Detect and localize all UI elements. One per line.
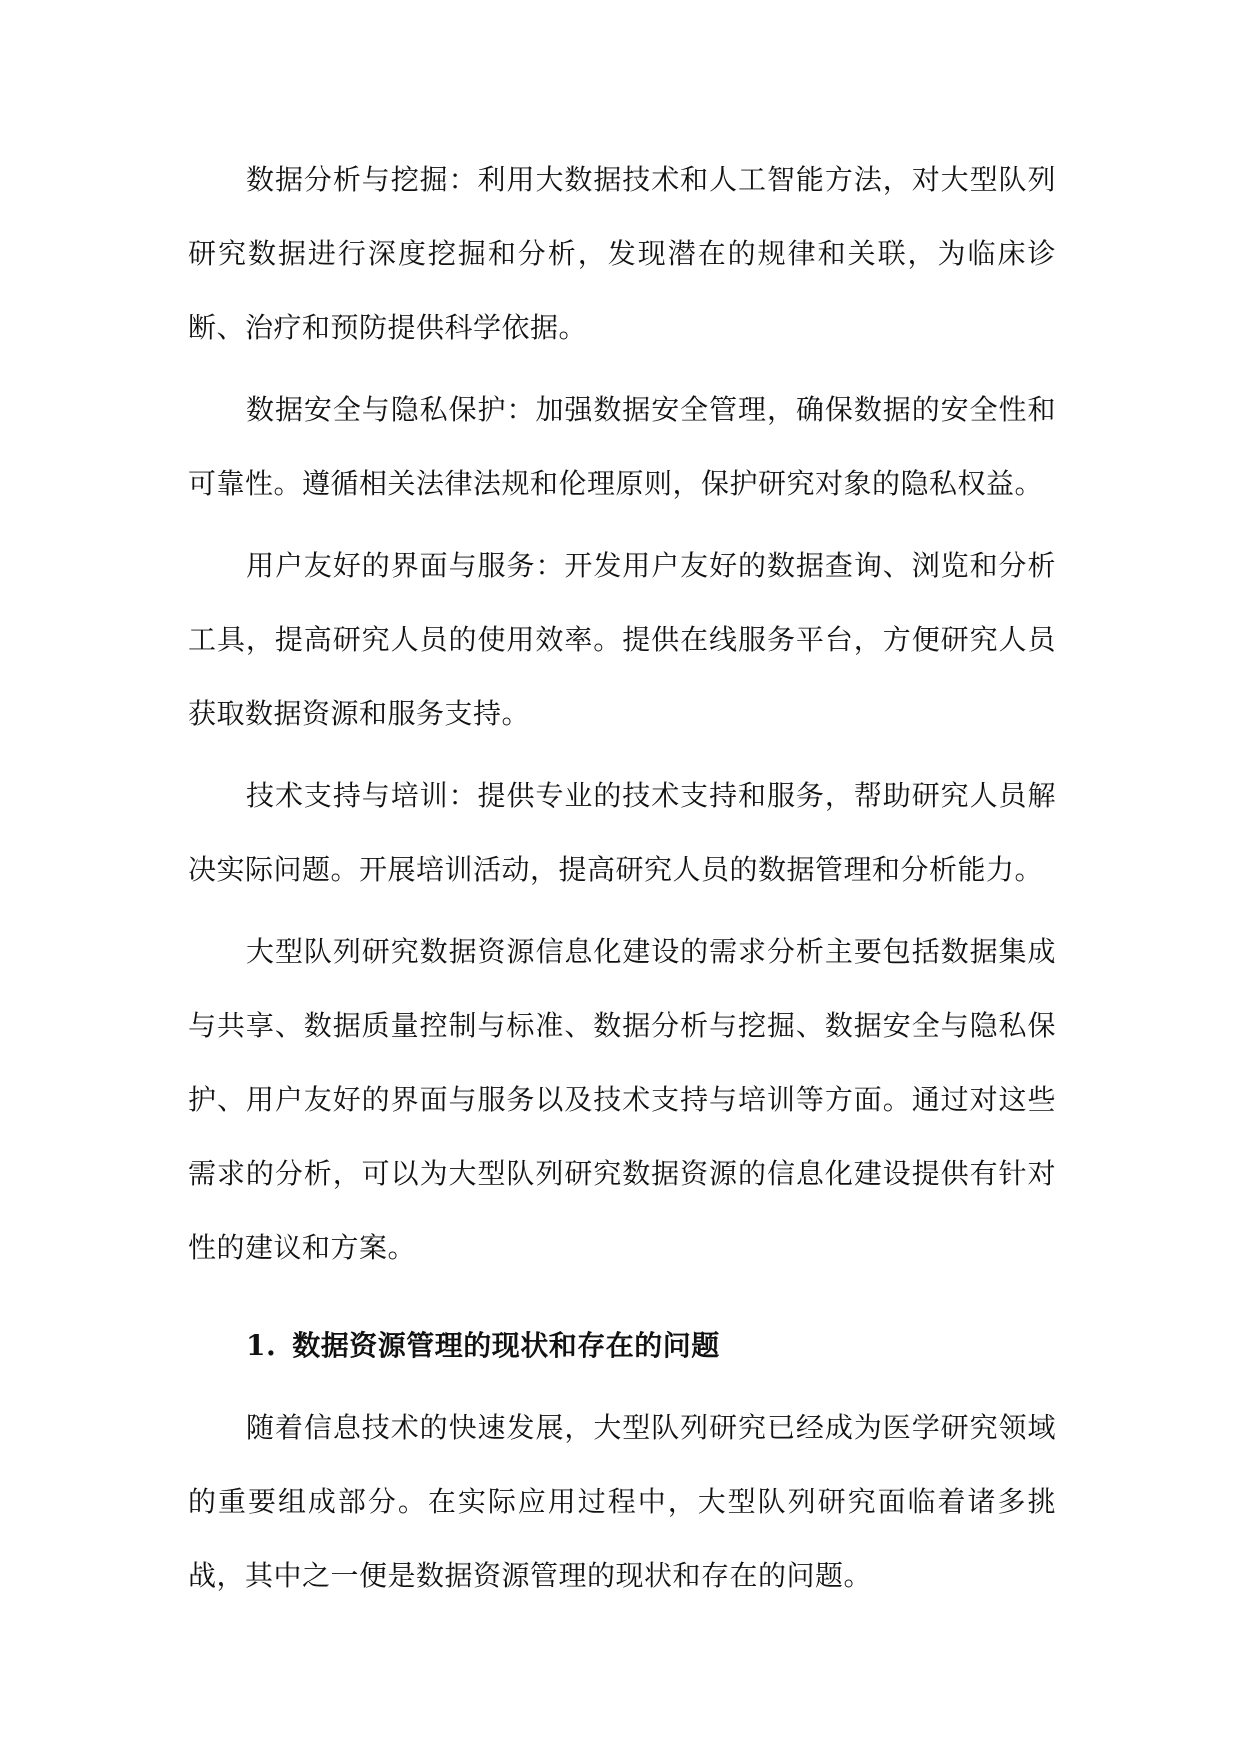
paragraph-tech-support: 技术支持与培训：提供专业的技术支持和服务，帮助研究人员解决实际问题。开展培训活动，提高研究人员的数据管理和分析能力。 bbox=[188, 779, 1056, 886]
paragraph-data-security: 数据安全与隐私保护：加强数据安全管理，确保数据的安全性和可靠性。遵循相关法律法规和伦理原则，保护研究对象的隐私权益。 bbox=[188, 393, 1056, 500]
section-heading bbox=[188, 1309, 1056, 1383]
paragraph-current-status: 随着信息技术的快速发展，大型队列研究已经成为医学研究领域的重要组成部分。在实际应用过程中，大型队列研究面临着诸多挑战，其中之一便是数据资源管理的现状和存在的问题。 bbox=[188, 1411, 1056, 1592]
paragraph-user-interface: 用户友好的界面与服务：开发用户友好的数据查询、浏览和分析工具，提高研究人员的使用效率。提供在线服务平台，方便研究人员获取数据资源和服务支持。 bbox=[188, 549, 1056, 730]
section-number: 1. bbox=[246, 1329, 277, 1362]
section-title: 数据资源管理的现状和存在的问题 bbox=[292, 1329, 720, 1362]
paragraph-data-analysis: 数据分析与挖掘：利用大数据技术和人工智能方法，对大型队列研究数据进行深度挖掘和分析，发现潜在的规律和关联，为临床诊断、治疗和预防提供科学依据。 bbox=[188, 163, 1056, 344]
document-body bbox=[188, 143, 1056, 1621]
paragraph-summary: 大型队列研究数据资源信息化建设的需求分析主要包括数据集成与共享、数据质量控制与标准、数据分析与挖掘、数据安全与隐私保护、用户友好的界面与服务以及技术支持与培训等方面。通过对这些需求的分析，可以为大型队列研究数据资源的信息化建设提供有针对性的建议和方案。 bbox=[188, 935, 1056, 1264]
